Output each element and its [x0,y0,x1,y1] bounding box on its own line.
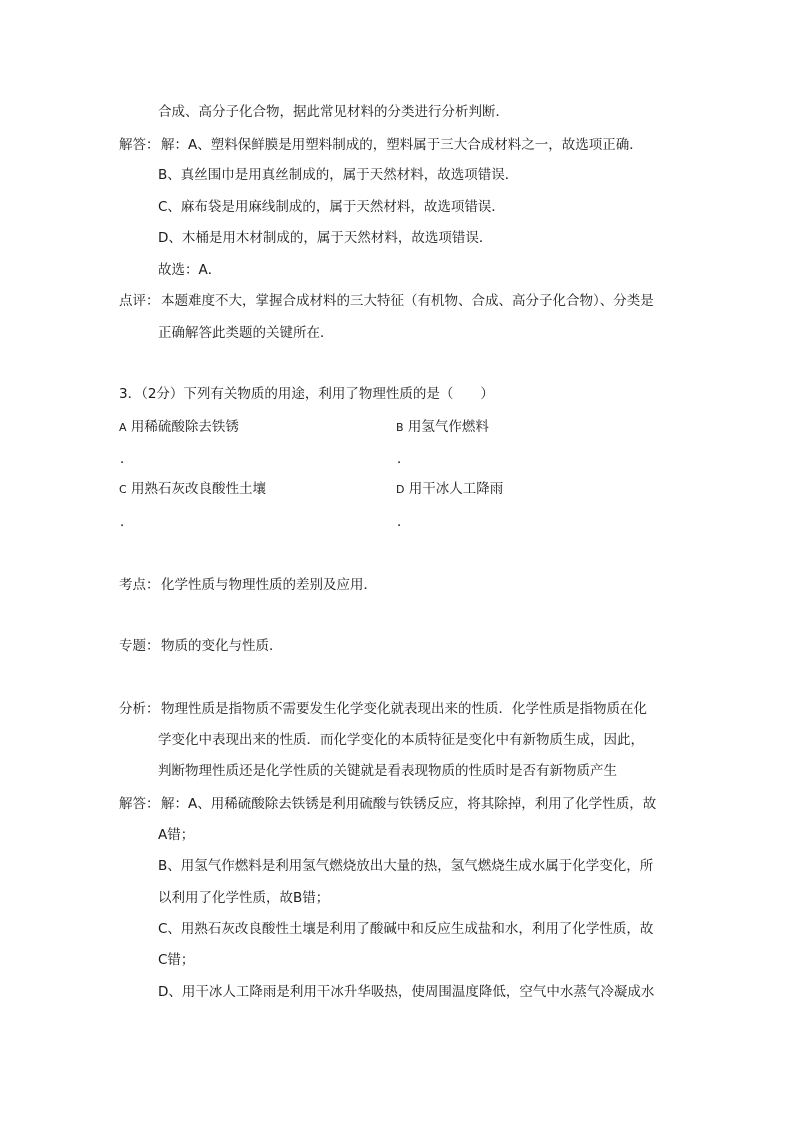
answer-line-7: D、用干冰人工降雨是利用干冰升华吸热，使周围温度降低，空气中水蒸气冷凝成水 [158,984,655,1000]
answer-line-2: A错； [158,827,195,843]
kaodian-text: 化学性质与物理性质的差别及应用． [161,577,377,593]
prev-answer-line-1: 解：A、塑料保鲜膜是用塑料制成的，塑料属于三大合成材料之一，故选项正确． [161,137,643,153]
answer-label: 解答： [119,796,160,812]
answer-line-1: 解：A、用稀硫酸除去铁锈是利用硫酸与铁锈反应，将其除掉，利用了化学性质，故 [161,796,657,812]
zhuanti-label: 专题： [119,638,160,654]
option-d-letter: D [396,483,405,496]
option-a-text: 用稀硫酸除去铁锈 [130,419,239,435]
option-d [396,480,503,499]
prev-answer-line-4: D、木桶是用木材制成的，属于天然材料，故选项错误． [158,230,493,246]
option-a-letter: A [119,421,127,434]
prev-answer-label: 解答： [119,137,160,153]
prev-comment-line-2: 正确解答此类题的关键所在． [158,325,334,341]
analysis-line-1: 物理性质是指物质不需要发生化学变化就表现出来的性质．化学性质是指物质在化 [161,701,647,717]
option-d-text: 用干冰人工降雨 [408,481,504,497]
zhuanti-text: 物质的变化与性质． [161,638,283,654]
analysis-line-3: 判断物理性质还是化学性质的关键就是看表现物质的性质时是否有新物质产生 [158,763,617,779]
prev-comment-line-1: 本题难度不大，掌握合成材料的三大特征（有机物、合成、高分子化合物）、分类是 [161,293,654,309]
option-b-letter: B [396,421,404,434]
answer-line-3: B、用氢气作燃料是利用氢气燃烧放出大量的热，氢气燃烧生成水属于化学变化，所 [158,858,654,874]
answer-line-5: C、用熟石灰改良酸性土壤是利用了酸碱中和反应生成盐和水，利用了化学性质，故 [158,921,654,937]
answer-line-4: 以利用了化学性质，故B错； [158,890,330,906]
option-b-dot: ． [397,451,411,467]
option-c [119,480,266,499]
option-a [119,418,239,437]
analysis-label: 分析： [119,701,160,717]
option-c-letter: C [119,483,127,496]
prev-comment-label: 点评： [119,293,160,309]
option-b-text: 用氢气作燃料 [407,419,489,435]
question-stem: 3．（2分）下列有关物质的用途，利用了物理性质的是（ ） [119,386,494,402]
option-b [396,418,489,437]
option-c-dot: ． [120,514,134,530]
prev-answer-line-3: C、麻布袋是用麻线制成的，属于天然材料，故选项错误． [158,199,505,215]
analysis-line-2: 学变化中表现出来的性质．而化学变化的本质特征是变化中有新物质生成，因此， [158,732,644,748]
option-d-dot: ． [397,514,411,530]
answer-line-6: C错； [158,952,195,968]
prev-answer-line-2: B、真丝围巾是用真丝制成的，属于天然材料，故选项错误． [158,167,519,183]
prev-analysis-continuation: 合成、高分子化合物，据此常见材料的分类进行分析判断． [158,104,509,120]
option-c-text: 用熟石灰改良酸性土壤 [130,481,266,497]
kaodian-label: 考点： [119,577,160,593]
prev-answer-conclusion: 故选：A． [158,262,222,278]
option-a-dot: ． [120,451,134,467]
